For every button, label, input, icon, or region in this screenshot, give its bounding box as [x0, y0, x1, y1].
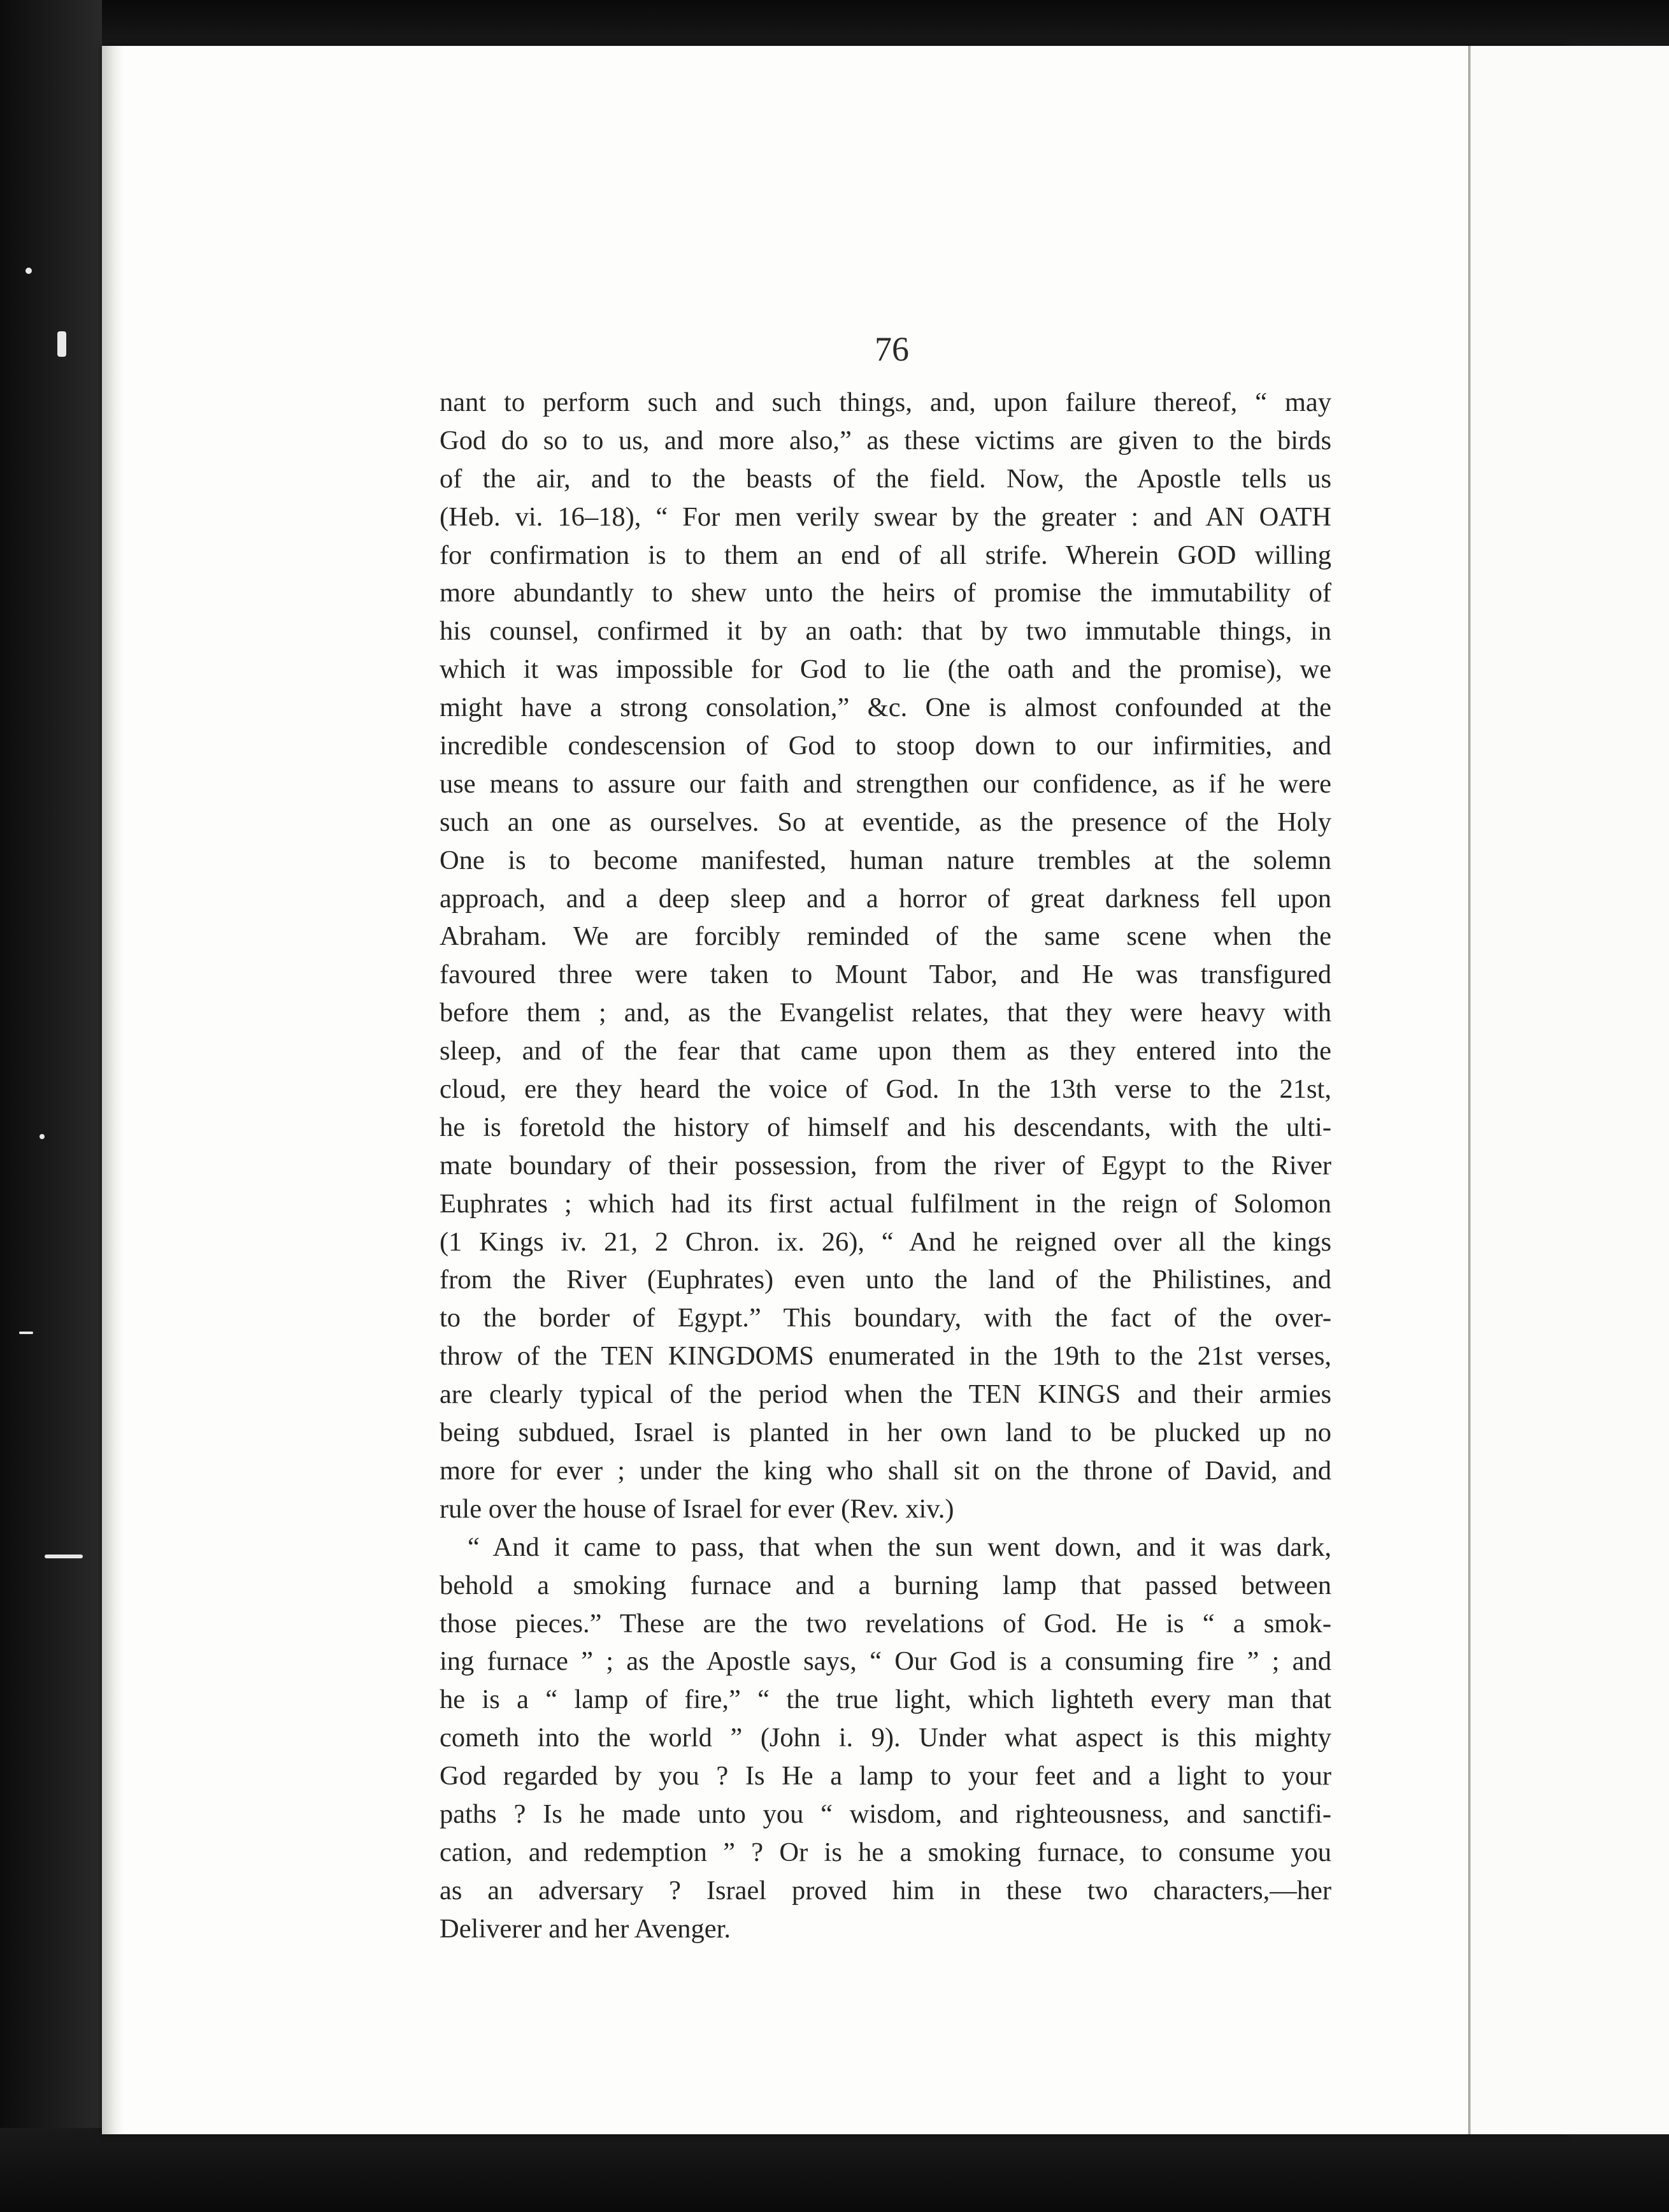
- text-line: being subdued, Israel is planted in her own land to be plucked up no: [440, 1418, 1331, 1448]
- scan-speck: [25, 268, 32, 274]
- text-line: he is foretold the history of himself and his descendants, with the ulti-: [440, 1112, 1331, 1142]
- text-line: might have a strong consolation,” &c. One is almost confounded at the: [440, 693, 1331, 723]
- text-line: Deliverer and her Avenger.: [440, 1913, 731, 1944]
- page-gutter: [1468, 46, 1471, 2134]
- text-line: “ And it came to pass, that when the sun went down, and it was dark,: [468, 1532, 1331, 1562]
- paragraph: [440, 1528, 1331, 1948]
- text-line: throw of the TEN KINGDOMS enumerated in the 19th to the 21st verses,: [440, 1341, 1331, 1372]
- text-line: use means to assure our faith and strengthen our confidence, as if he were: [440, 768, 1331, 799]
- text-line: cloud, ere they heard the voice of God. In the 13th verse to the 21st,: [440, 1074, 1331, 1105]
- text-line: sleep, and of the fear that came upon them as they entered into the: [440, 1036, 1331, 1066]
- text-line: his counsel, confirmed it by an oath: that by two immutable things, in: [440, 616, 1331, 647]
- text-line: rule over the house of Israel for ever (Rev. xiv.): [440, 1493, 954, 1524]
- text-line: more for ever ; under the king who shall sit on the throne of David, and: [440, 1455, 1331, 1486]
- text-line: mate boundary of their possession, from the river of Egypt to the River: [440, 1150, 1331, 1181]
- text-line: such an one as ourselves. So at eventide, as the presence of the Holy: [440, 807, 1331, 837]
- text-line: ing furnace ” ; as the Apostle says, “ Our God is a consuming fire ” ; and: [440, 1646, 1331, 1677]
- text-line: are clearly typical of the period when the TEN KINGS and their armies: [440, 1379, 1331, 1410]
- text-line: behold a smoking furnace and a burning lamp that passed between: [440, 1570, 1331, 1600]
- text-line: of the air, and to the beasts of the field. Now, the Apostle tells us: [440, 463, 1331, 494]
- text-line: approach, and a deep sleep and a horror of great darkness fell upon: [440, 883, 1331, 914]
- text-line: which it was impossible for God to lie (the oath and the promise), we: [440, 654, 1331, 685]
- page-number: 76: [875, 330, 909, 368]
- text-line: Abraham. We are forcibly reminded of the same scene when the: [440, 921, 1331, 952]
- text-line: for confirmation is to them an end of all strife. Wherein GOD willing: [440, 540, 1331, 570]
- book-page: [102, 46, 1567, 2134]
- text-line: to the border of Egypt.” This boundary, with the fact of the over-: [440, 1303, 1331, 1333]
- text-line: (Heb. vi. 16–18), “ For men verily swear by the greater : and AN OATH: [440, 501, 1331, 532]
- text-line: nant to perform such and such things, and, upon failure thereof, “ may: [440, 387, 1331, 417]
- text-line: as an adversary ? Israel proved him in these two characters,—her: [440, 1875, 1331, 1906]
- scan-border-bottom: [0, 2128, 1669, 2212]
- scan-speck: [19, 1332, 33, 1334]
- text-line: he is a “ lamp of fire,” “ the true light, which lighteth every man that: [440, 1684, 1331, 1715]
- text-line: (1 Kings iv. 21, 2 Chron. ix. 26), “ And he reigned over all the kings: [440, 1226, 1331, 1257]
- text-line: paths ? Is he made unto you “ wisdom, and righteousness, and sanctifi-: [440, 1799, 1331, 1829]
- text-line: favoured three were taken to Mount Tabor, and He was transfigured: [440, 959, 1331, 990]
- text-line: God do so to us, and more also,” as these victims are given to the birds: [440, 425, 1331, 456]
- scan-border-left: [0, 0, 102, 2212]
- scan-border-top: [0, 0, 1669, 51]
- facing-page-edge: [1472, 46, 1669, 2134]
- page-body-text: [440, 384, 1331, 1948]
- text-line: God regarded by you ? Is He a lamp to your feet and a light to your: [440, 1761, 1331, 1792]
- text-line: those pieces.” These are the two revelations of God. He is “ a smok-: [440, 1608, 1331, 1639]
- text-line: cation, and redemption ” ? Or is he a smoking furnace, to consume you: [440, 1837, 1331, 1867]
- text-line: more abundantly to shew unto the heirs of promise the immutability of: [440, 578, 1331, 608]
- scan-speck: [45, 1555, 83, 1558]
- text-line: before them ; and, as the Evangelist relates, that they were heavy with: [440, 998, 1331, 1028]
- text-line: cometh into the world ” (John i. 9). Under what aspect is this mighty: [440, 1723, 1331, 1753]
- text-line: Euphrates ; which had its first actual fulfilment in the reign of Solomon: [440, 1188, 1331, 1219]
- scan-speck: [39, 1134, 45, 1139]
- text-line: from the River (Euphrates) even unto the land of the Philistines, and: [440, 1265, 1331, 1295]
- text-line: One is to become manifested, human nature trembles at the solemn: [440, 845, 1331, 875]
- scan-speck: [57, 331, 66, 357]
- paragraph: [440, 384, 1331, 1528]
- text-line: incredible condescension of God to stoop down to our infirmities, and: [440, 731, 1331, 761]
